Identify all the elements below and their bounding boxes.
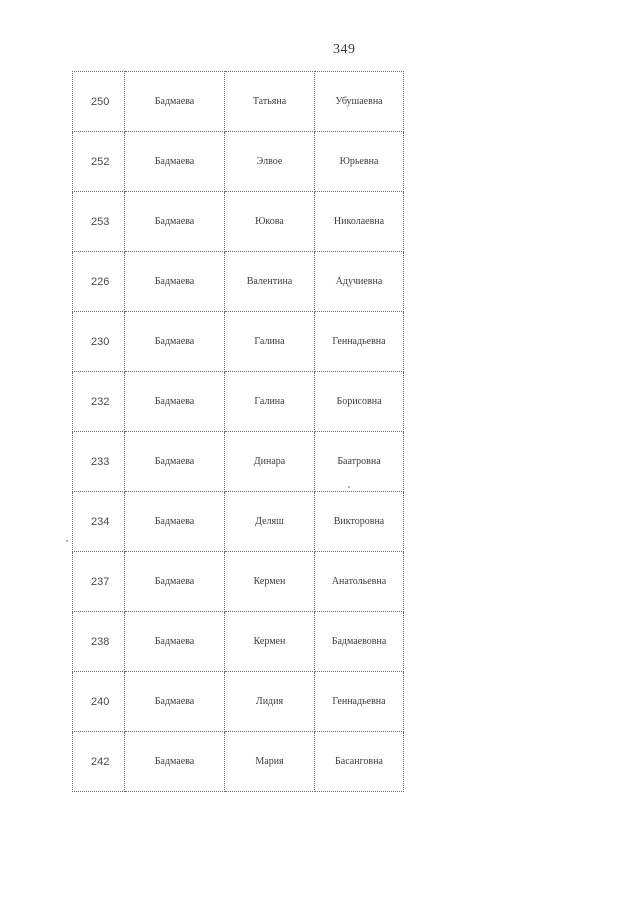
patronymic-cell: Анатольевна (315, 552, 404, 612)
table-row (73, 72, 404, 132)
first-name-cell: Лидия (225, 672, 315, 732)
registry-table (72, 71, 404, 792)
last-name-cell: Бадмаева (125, 672, 225, 732)
row-number-cell: 253 (73, 192, 125, 252)
first-name-cell: Юкова (225, 192, 315, 252)
row-number-cell: 233 (73, 432, 125, 492)
patronymic-cell: Адучиевна (315, 252, 404, 312)
table-row (73, 432, 404, 492)
patronymic-cell: Геннадьевна (315, 312, 404, 372)
row-number-cell: 226 (73, 252, 125, 312)
last-name-cell: Бадмаева (125, 732, 225, 792)
last-name-cell: Бадмаева (125, 312, 225, 372)
patronymic-cell: Николаевна (315, 192, 404, 252)
patronymic-cell: Басанговна (315, 732, 404, 792)
table-row (73, 372, 404, 432)
last-name-cell: Бадмаева (125, 432, 225, 492)
row-number-cell: 232 (73, 372, 125, 432)
row-number-cell: 234 (73, 492, 125, 552)
patronymic-cell: Геннадьевна (315, 672, 404, 732)
first-name-cell: Валентина (225, 252, 315, 312)
row-number-cell: 252 (73, 132, 125, 192)
first-name-cell: Галина (225, 372, 315, 432)
patronymic-cell: Баатровна (315, 432, 404, 492)
patronymic-cell: Юрьевна (315, 132, 404, 192)
last-name-cell: Бадмаева (125, 252, 225, 312)
table-row (73, 492, 404, 552)
patronymic-cell: Борисовна (315, 372, 404, 432)
table-row (73, 252, 404, 312)
last-name-cell: Бадмаева (125, 192, 225, 252)
row-number-cell: 237 (73, 552, 125, 612)
patronymic-cell: Викторовна (315, 492, 404, 552)
table-row (73, 192, 404, 252)
first-name-cell: Мария (225, 732, 315, 792)
first-name-cell: Деляш (225, 492, 315, 552)
table-row (73, 672, 404, 732)
first-name-cell: Динара (225, 432, 315, 492)
row-number-cell: 238 (73, 612, 125, 672)
table-row (73, 612, 404, 672)
last-name-cell: Бадмаева (125, 72, 225, 132)
table-row (73, 732, 404, 792)
page-number: 349 (333, 42, 356, 57)
table-row (73, 312, 404, 372)
last-name-cell: Бадмаева (125, 132, 225, 192)
last-name-cell: Бадмаева (125, 372, 225, 432)
patronymic-cell: Убушаевна (315, 72, 404, 132)
row-number-cell: 242 (73, 732, 125, 792)
scan-speck (348, 486, 350, 488)
table-row (73, 552, 404, 612)
first-name-cell: Кермен (225, 552, 315, 612)
patronymic-cell: Бадмаевовна (315, 612, 404, 672)
row-number-cell: 240 (73, 672, 125, 732)
last-name-cell: Бадмаева (125, 612, 225, 672)
first-name-cell: Татьяна (225, 72, 315, 132)
registry-table-body (73, 72, 404, 792)
scan-speck (66, 540, 68, 542)
row-number-cell: 230 (73, 312, 125, 372)
last-name-cell: Бадмаева (125, 552, 225, 612)
last-name-cell: Бадмаева (125, 492, 225, 552)
table-row (73, 132, 404, 192)
first-name-cell: Галина (225, 312, 315, 372)
first-name-cell: Кермен (225, 612, 315, 672)
first-name-cell: Элвое (225, 132, 315, 192)
row-number-cell: 250 (73, 72, 125, 132)
